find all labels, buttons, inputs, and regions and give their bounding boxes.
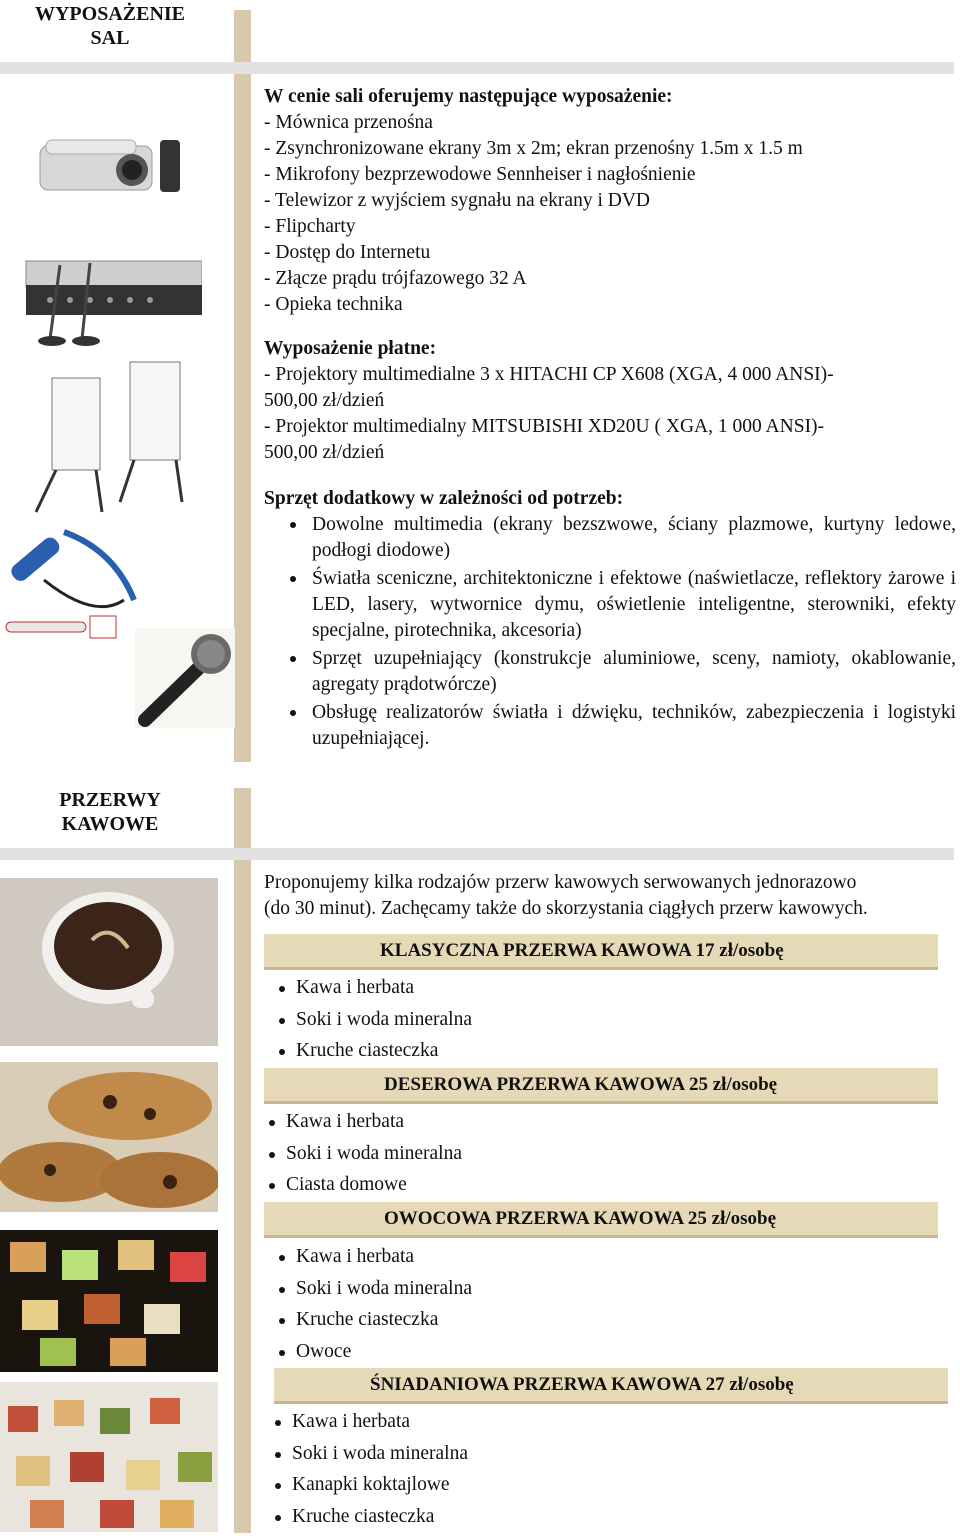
paid-heading: Wyposażenie płatne:	[264, 338, 437, 359]
menu-list-dessert	[266, 1106, 462, 1201]
fruit-snacks-image	[0, 1230, 218, 1372]
horizontal-divider	[0, 848, 954, 860]
extra-heading: Sprzęt dodatkowy w zależności od potrzeb:	[264, 488, 624, 509]
projector-image	[36, 130, 186, 200]
paid-line: 500,00 zł/dzień	[264, 390, 385, 411]
mixer-and-microphones-image	[20, 255, 202, 347]
menu-item: Ciasta domowe	[266, 1169, 462, 1201]
menu-item: Soki i woda mineralna	[276, 1273, 472, 1305]
paid-equipment-block	[264, 336, 834, 466]
paid-line: - Projektor multimedialny MITSUBISHI XD20U ( XGA, 1 000 ANSI)-	[264, 416, 825, 437]
coffee-break-intro: Proponujemy kilka rodzajów przerw kawowych serwowanych jednorazowo (do 30 minut). Zachęcamy także do skorzystania ciągłych przerw kawowych.	[264, 872, 868, 919]
menu-item: Owoce	[276, 1336, 472, 1368]
menu-title-bar-breakfast: ŚNIADANIOWA PRZERWA KAWOWA 27 zł/osobę	[274, 1368, 948, 1404]
extra-equipment-block	[264, 486, 956, 754]
menu-list-breakfast	[272, 1406, 468, 1532]
menu-list-classic	[276, 972, 472, 1067]
extra-item: Dowolne multimedia (ekrany bezszwowe, ściany plazmowe, kurtyny ledowe, podłogi diodowe)	[264, 512, 956, 564]
menu-item: Soki i woda mineralna	[266, 1138, 462, 1170]
microphone-image	[135, 628, 235, 728]
menu-list-fruit	[276, 1241, 472, 1367]
included-item: - Zsynchronizowane ekrany 3m x 2m; ekran przenośny 1.5m x 1.5 m	[264, 138, 803, 159]
menu-item: Kruche ciasteczka	[272, 1501, 468, 1533]
menu-item: Kawa i herbata	[272, 1406, 468, 1438]
included-item: - Dostęp do Internetu	[264, 242, 431, 263]
cookies-image	[0, 1062, 218, 1212]
menu-title-bar-dessert: DESEROWA PRZERWA KAWOWA 25 zł/osobę	[264, 1068, 938, 1104]
menu-item: Kanapki koktajlowe	[272, 1469, 468, 1501]
menu-item: Kawa i herbata	[276, 1241, 472, 1273]
menu-title-bar-fruit: OWOCOWA PRZERWA KAWOWA 25 zł/osobę	[264, 1202, 938, 1238]
included-heading: W cenie sali oferujemy następujące wyposażenie:	[264, 86, 673, 107]
section-title-coffee-breaks: PRZERWY KAWOWE	[59, 789, 161, 835]
vertical-divider	[234, 10, 251, 762]
included-item: - Telewizor z wyjściem sygnału na ekrany i DVD	[264, 190, 650, 211]
included-item: - Mikrofony bezprzewodowe Sennheiser i nagłośnienie	[264, 164, 696, 185]
menu-item: Kruche ciasteczka	[276, 1304, 472, 1336]
canapes-image	[0, 1382, 218, 1532]
menu-item: Soki i woda mineralna	[276, 1004, 472, 1036]
included-item: - Mównica przenośna	[264, 112, 433, 133]
extra-item: Światła sceniczne, architektoniczne i efektowe (naświetlacze, reflektory żarowe i LED, lasery, wytwornice dymu, oświetlenie inteligentne, sterowniki, efekty specjalne, pirotechnika, akcesoria)	[264, 566, 956, 644]
promotional-gadgets-image	[4, 520, 150, 644]
flipcharts-image	[30, 356, 190, 518]
included-item: - Złącze prądu trójfazowego 32 A	[264, 268, 527, 289]
included-item: - Flipcharty	[264, 216, 356, 237]
extra-item: Sprzęt uzupełniający (konstrukcje aluminiowe, sceny, namioty, okablowanie, agregaty prądotwórcze)	[264, 646, 956, 698]
paid-line: 500,00 zł/dzień	[264, 442, 385, 463]
extra-item: Obsługę realizatorów światła i dźwięku, techników, zabezpieczenia i logistyki uzupełniającej.	[264, 700, 956, 752]
menu-title-bar-classic: KLASYCZNA PRZERWA KAWOWA 17 zł/osobę	[264, 934, 938, 970]
included-item: - Opieka technika	[264, 294, 403, 315]
horizontal-divider	[0, 62, 954, 74]
menu-item: Kawa i herbata	[276, 972, 472, 1004]
coffee-cup-image	[0, 878, 218, 1046]
vertical-divider	[234, 788, 251, 1533]
menu-item: Kruche ciasteczka	[276, 1035, 472, 1067]
menu-item: Kawa i herbata	[266, 1106, 462, 1138]
menu-item: Soki i woda mineralna	[272, 1438, 468, 1470]
paid-line: - Projektory multimedialne 3 x HITACHI CP X608 (XGA, 4 000 ANSI)-	[264, 364, 834, 385]
equipment-included-block	[264, 84, 803, 318]
section-title-equipment: WYPOSAŻENIE SAL	[34, 3, 186, 49]
